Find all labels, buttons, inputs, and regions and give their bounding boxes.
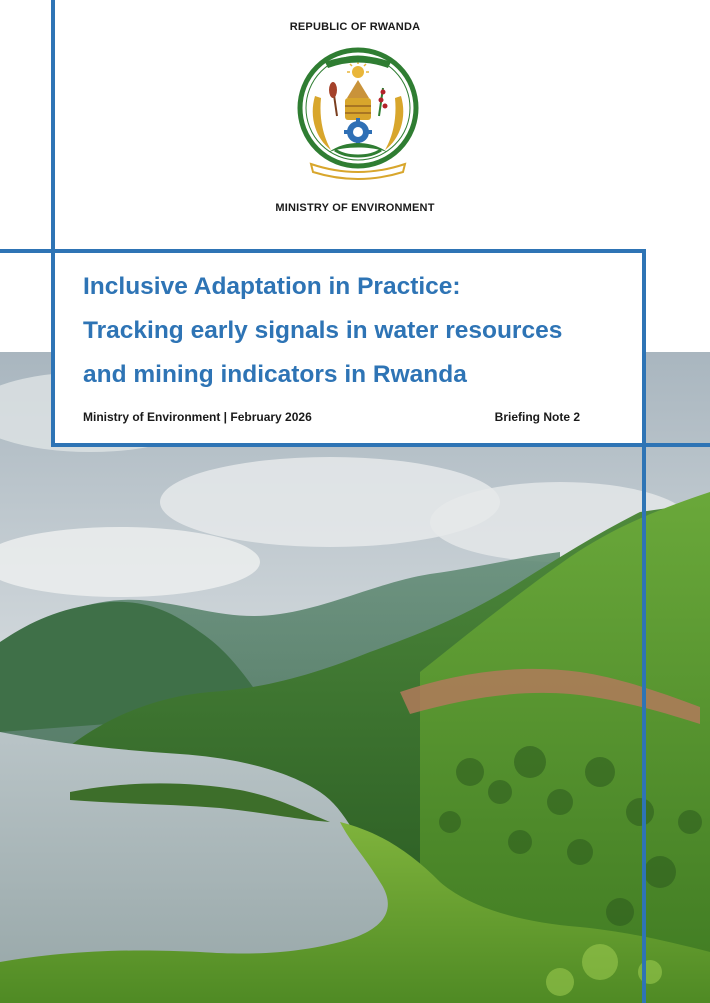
title-line-3: and mining indicators in Rwanda [83, 361, 467, 388]
rwanda-coat-of-arms-emblem [295, 46, 421, 184]
title-box [51, 249, 646, 447]
publisher-date: Ministry of Environment | February 2026 [83, 410, 312, 424]
document-title [83, 265, 633, 397]
ministry-header: MINISTRY OF ENVIRONMENT [275, 202, 435, 214]
country-name: REPUBLIC OF RWANDA [289, 21, 421, 33]
accent-vertical-line-left [51, 0, 55, 253]
title-line-1: Inclusive Adaptation in Practice: [83, 273, 461, 300]
landscape-photo [0, 352, 710, 1003]
title-line-2: Tracking early signals in water resources [83, 317, 563, 344]
series-label: Briefing Note 2 [494, 410, 580, 424]
